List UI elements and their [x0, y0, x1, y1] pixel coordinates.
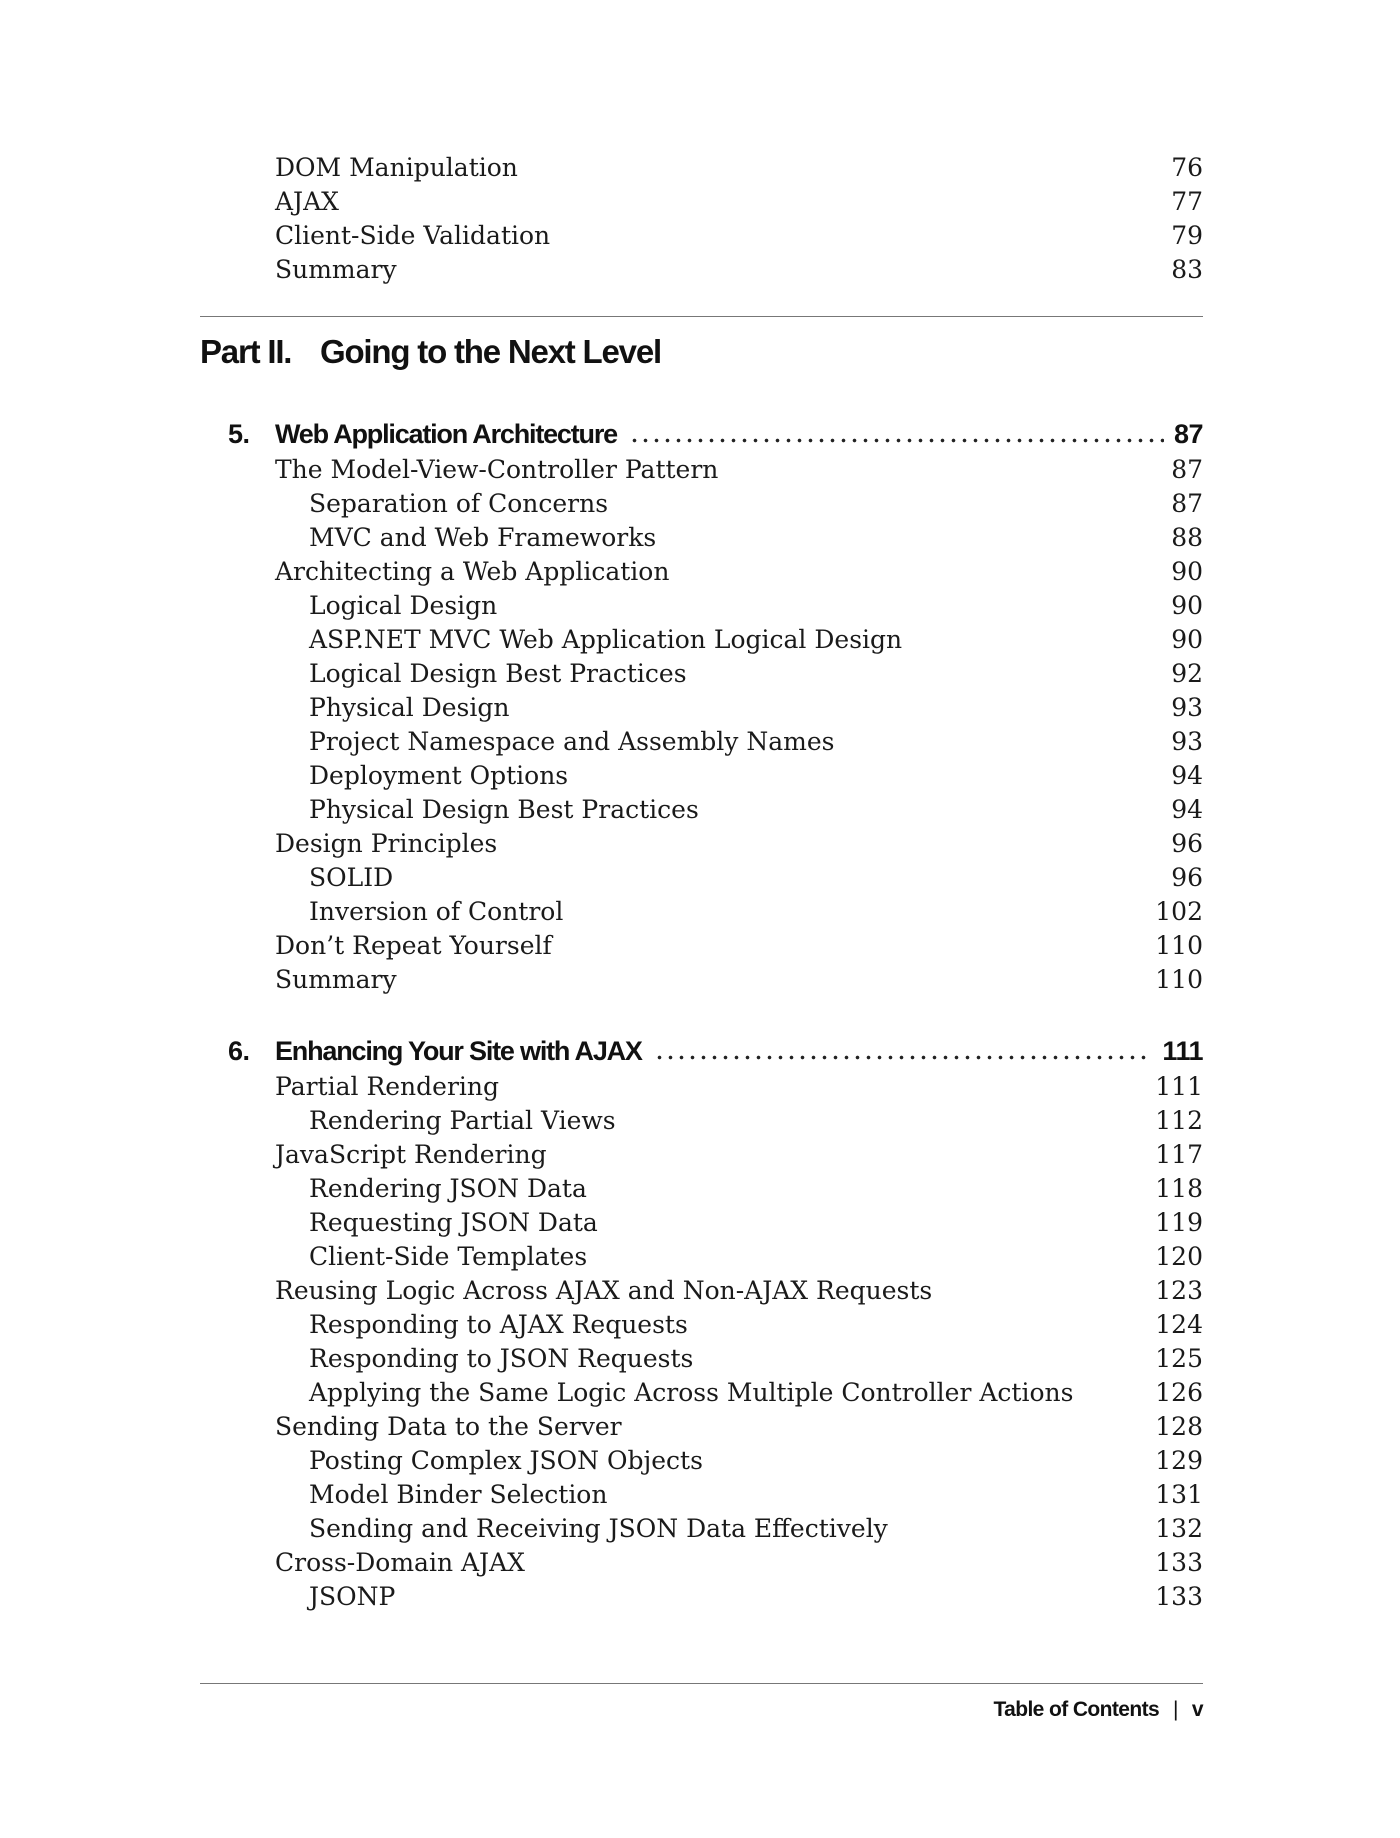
toc-entry: JavaScript Rendering 117 — [275, 1140, 1203, 1169]
toc-subentry: Responding to AJAX Requests 124 — [309, 1310, 1203, 1339]
part-heading — [200, 330, 661, 374]
part-divider-rule — [200, 316, 1203, 317]
toc-entry: Summary 110 — [275, 965, 1203, 994]
page-footer — [993, 1695, 1203, 1725]
chapter-title: Web Application Architecture — [275, 419, 617, 449]
chapter-number: 6. — [228, 1036, 250, 1066]
toc-entry: Reusing Logic Across AJAX and Non-AJAX Requests 123 — [275, 1276, 1203, 1305]
chapter-heading — [200, 414, 1203, 454]
chapter-heading — [200, 1031, 1203, 1071]
toc-subentry: Model Binder Selection 131 — [309, 1480, 1203, 1509]
toc-subentry: MVC and Web Frameworks 88 — [309, 523, 1203, 552]
toc-continuation-list — [275, 151, 1203, 287]
dot-leader — [654, 1055, 1153, 1060]
toc-subentry: Logical Design 90 — [309, 591, 1203, 620]
page-number: v — [1191, 1698, 1203, 1721]
toc-entry: Don’t Repeat Yourself 110 — [275, 931, 1203, 960]
dot-leader — [629, 438, 1164, 443]
toc-subentry: Rendering JSON Data 118 — [309, 1174, 1203, 1203]
footer-separator: | — [1173, 1698, 1178, 1721]
toc-entry: Client-Side Validation 79 — [275, 221, 1203, 250]
toc-entry: DOM Manipulation 76 — [275, 153, 1203, 182]
chapter-number: 5. — [228, 419, 250, 449]
toc-subentry: Sending and Receiving JSON Data Effectively 132 — [309, 1514, 1203, 1543]
toc-subentry: Deployment Options 94 — [309, 761, 1203, 790]
toc-subentry: Physical Design 93 — [309, 693, 1203, 722]
toc-subentry: Responding to JSON Requests 125 — [309, 1344, 1203, 1373]
toc-subentry: JSONP 133 — [309, 1582, 1203, 1611]
toc-subentry: Physical Design Best Practices 94 — [309, 795, 1203, 824]
toc-subentry: ASP.NET MVC Web Application Logical Design 90 — [309, 625, 1203, 654]
chapter-page: 111 — [1162, 1036, 1203, 1066]
part-label: Part II. — [200, 333, 292, 370]
toc-entry: Design Principles 96 — [275, 829, 1203, 858]
chapter-5-entries — [275, 453, 1203, 997]
footer-rule — [200, 1683, 1203, 1684]
toc-entry: Architecting a Web Application 90 — [275, 557, 1203, 586]
chapter-6-entries — [275, 1070, 1203, 1614]
toc-subentry: Project Namespace and Assembly Names 93 — [309, 727, 1203, 756]
toc-entry: AJAX 77 — [275, 187, 1203, 216]
part-title: Going to the Next Level — [320, 333, 661, 370]
toc-entry: The Model-View-Controller Pattern 87 — [275, 455, 1203, 484]
toc-subentry: Inversion of Control 102 — [309, 897, 1203, 926]
chapter-page: 87 — [1173, 419, 1203, 449]
toc-subentry: Posting Complex JSON Objects 129 — [309, 1446, 1203, 1475]
toc-subentry: Applying the Same Logic Across Multiple Controller Actions 126 — [309, 1378, 1203, 1407]
toc-subentry: SOLID 96 — [309, 863, 1203, 892]
toc-entry: Cross-Domain AJAX 133 — [275, 1548, 1203, 1577]
toc-subentry: Rendering Partial Views 112 — [309, 1106, 1203, 1135]
toc-entry: Sending Data to the Server 128 — [275, 1412, 1203, 1441]
toc-entry: Partial Rendering 111 — [275, 1072, 1203, 1101]
toc-subentry: Client-Side Templates 120 — [309, 1242, 1203, 1271]
toc-entry: Summary 83 — [275, 255, 1203, 284]
toc-subentry: Requesting JSON Data 119 — [309, 1208, 1203, 1237]
toc-subentry: Separation of Concerns 87 — [309, 489, 1203, 518]
footer-label: Table of Contents — [993, 1698, 1160, 1721]
chapter-title: Enhancing Your Site with AJAX — [275, 1036, 642, 1066]
toc-subentry: Logical Design Best Practices 92 — [309, 659, 1203, 688]
